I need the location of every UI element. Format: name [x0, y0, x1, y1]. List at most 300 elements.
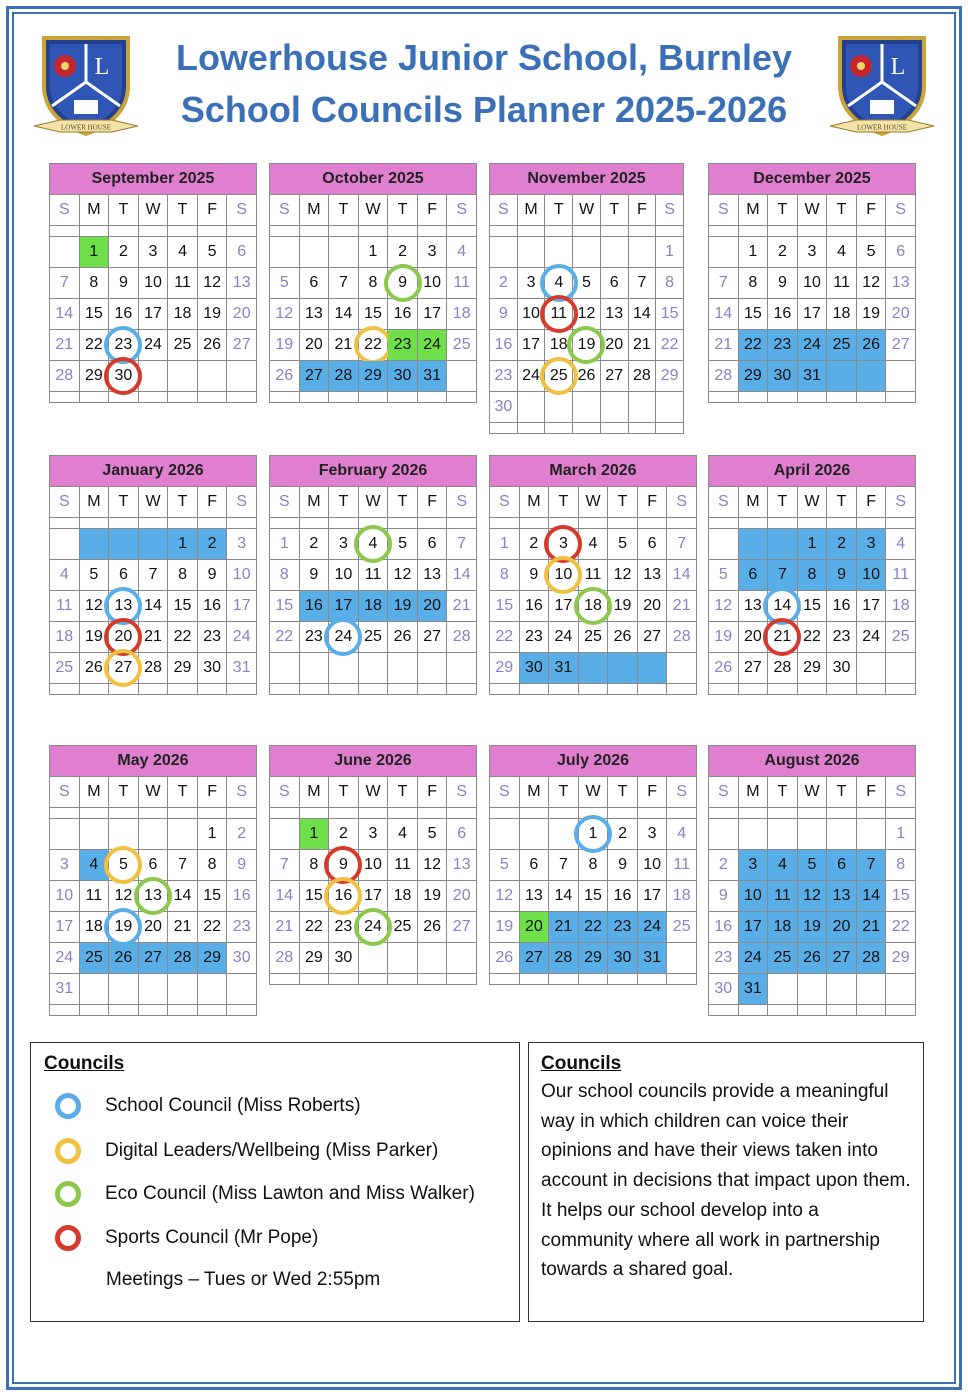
legend-heading: Councils [44, 1053, 125, 1074]
day-cell: 25 [886, 622, 916, 653]
day-cell: 20 [638, 591, 668, 622]
day-cell: 14 [857, 881, 887, 912]
spacer-cell [886, 808, 916, 819]
day-cell: 19 [109, 912, 139, 943]
empty-cell [50, 529, 80, 560]
spacer-cell [168, 1005, 198, 1016]
day-cell: 7 [50, 268, 80, 299]
weekday-header: S [886, 487, 916, 518]
spacer-cell [520, 808, 550, 819]
weekday-header: T [388, 777, 418, 808]
day-cell: 25 [545, 361, 573, 392]
day-cell: 12 [388, 560, 418, 591]
spacer-cell [608, 974, 638, 985]
day-cell: 18 [579, 591, 609, 622]
spacer-cell [768, 684, 798, 695]
day-cell: 18 [827, 299, 857, 330]
spacer-cell [50, 1005, 80, 1016]
day-cell: 30 [827, 653, 857, 684]
weekday-header: S [709, 777, 739, 808]
spacer-cell [447, 974, 477, 985]
spacer-cell [359, 226, 389, 237]
spacer-cell [270, 518, 300, 529]
month-days-grid [49, 487, 257, 695]
about-text: Our school councils provide a meaningful way in which children can voice their opinions and have their views taken into account in decisions that impact upon them. It helps our school develop into a community where all work in partnership towards a shared goal. [541, 1081, 911, 1281]
weekday-header: T [608, 487, 638, 518]
spacer-cell [798, 1005, 828, 1016]
weekday-header: F [857, 777, 887, 808]
spacer-cell [827, 684, 857, 695]
day-cell: 1 [798, 529, 828, 560]
weekday-header: F [857, 487, 887, 518]
month-calendar [708, 163, 916, 403]
spacer-cell [886, 1005, 916, 1016]
day-cell: 17 [518, 330, 546, 361]
day-cell: 17 [50, 912, 80, 943]
day-cell: 28 [329, 361, 359, 392]
spacer-cell [709, 808, 739, 819]
month-title: June 2026 [269, 745, 477, 777]
day-cell: 12 [709, 591, 739, 622]
day-cell: 20 [886, 299, 916, 330]
legend-item-school-council: School Council (Miss Roberts) [31, 1093, 361, 1119]
spacer-cell [80, 226, 110, 237]
day-cell: 27 [520, 943, 550, 974]
day-cell: 12 [798, 881, 828, 912]
spacer-cell [656, 423, 684, 434]
day-cell: 13 [886, 268, 916, 299]
weekday-header: T [608, 777, 638, 808]
spacer-cell [447, 518, 477, 529]
spacer-cell [886, 392, 916, 403]
empty-cell [629, 392, 657, 423]
empty-cell [857, 819, 887, 850]
spacer-cell [857, 684, 887, 695]
day-cell: 29 [798, 653, 828, 684]
weekday-header: S [270, 487, 300, 518]
day-cell: 19 [198, 299, 228, 330]
weekday-header: S [886, 195, 916, 226]
weekday-header: S [447, 195, 477, 226]
weekday-header: F [418, 777, 448, 808]
day-cell: 8 [80, 268, 110, 299]
day-cell: 15 [656, 299, 684, 330]
day-cell: 25 [80, 943, 110, 974]
day-cell: 15 [270, 591, 300, 622]
day-cell: 30 [198, 653, 228, 684]
day-cell: 6 [109, 560, 139, 591]
spacer-cell [667, 808, 697, 819]
empty-cell [768, 529, 798, 560]
day-cell: 1 [168, 529, 198, 560]
empty-cell [545, 392, 573, 423]
day-cell: 9 [227, 850, 257, 881]
day-cell: 25 [359, 622, 389, 653]
month-calendar [269, 745, 477, 985]
empty-cell [857, 974, 887, 1005]
empty-cell [857, 653, 887, 684]
day-cell: 7 [168, 850, 198, 881]
weekday-header: W [359, 777, 389, 808]
day-cell: 24 [798, 330, 828, 361]
month-title: November 2025 [489, 163, 684, 195]
spacer-cell [857, 1005, 887, 1016]
weekday-header: F [638, 487, 668, 518]
spacer-cell [168, 226, 198, 237]
weekday-header: W [139, 487, 169, 518]
day-cell: 2 [709, 850, 739, 881]
day-cell: 7 [667, 529, 697, 560]
spacer-cell [739, 684, 769, 695]
empty-cell [359, 653, 389, 684]
day-cell: 29 [80, 361, 110, 392]
spacer-cell [739, 518, 769, 529]
spacer-cell [227, 226, 257, 237]
day-cell: 22 [359, 330, 389, 361]
day-cell: 16 [300, 591, 330, 622]
day-cell: 14 [270, 881, 300, 912]
day-cell: 9 [109, 268, 139, 299]
weekday-header: T [109, 777, 139, 808]
day-cell: 1 [300, 819, 330, 850]
yellow-circle-icon [55, 1138, 81, 1164]
day-cell: 7 [447, 529, 477, 560]
day-cell: 9 [329, 850, 359, 881]
day-cell: 18 [768, 912, 798, 943]
day-cell: 6 [139, 850, 169, 881]
day-cell: 15 [579, 881, 609, 912]
day-cell: 27 [139, 943, 169, 974]
spacer-cell [768, 518, 798, 529]
empty-cell [80, 974, 110, 1005]
day-cell: 24 [227, 622, 257, 653]
day-cell: 26 [388, 622, 418, 653]
day-cell: 25 [827, 330, 857, 361]
weekday-header: M [518, 195, 546, 226]
spacer-cell [50, 808, 80, 819]
day-cell: 28 [549, 943, 579, 974]
weekday-header: M [520, 487, 550, 518]
spacer-cell [109, 226, 139, 237]
weekday-header: T [827, 487, 857, 518]
day-cell: 12 [109, 881, 139, 912]
day-cell: 20 [447, 881, 477, 912]
day-cell: 11 [50, 591, 80, 622]
day-cell: 7 [139, 560, 169, 591]
empty-cell [168, 974, 198, 1005]
day-cell: 20 [739, 622, 769, 653]
day-cell: 15 [198, 881, 228, 912]
weekday-header: W [579, 487, 609, 518]
weekday-header: T [168, 777, 198, 808]
spacer-cell [198, 684, 228, 695]
day-cell: 29 [168, 653, 198, 684]
day-cell: 31 [227, 653, 257, 684]
day-cell: 23 [300, 622, 330, 653]
day-cell: 23 [329, 912, 359, 943]
day-cell: 5 [418, 819, 448, 850]
day-cell: 23 [388, 330, 418, 361]
empty-cell [139, 361, 169, 392]
day-cell: 7 [768, 560, 798, 591]
spacer-cell [768, 392, 798, 403]
spacer-cell [886, 226, 916, 237]
weekday-header: M [739, 777, 769, 808]
empty-cell [447, 653, 477, 684]
about-heading: Councils [541, 1053, 622, 1074]
day-cell: 8 [490, 560, 520, 591]
day-cell: 26 [418, 912, 448, 943]
day-cell: 1 [359, 237, 389, 268]
spacer-cell [447, 392, 477, 403]
day-cell: 4 [545, 268, 573, 299]
day-cell: 22 [798, 622, 828, 653]
weekday-header: S [490, 777, 520, 808]
day-cell: 1 [739, 237, 769, 268]
day-cell: 19 [270, 330, 300, 361]
spacer-cell [198, 518, 228, 529]
empty-cell [139, 819, 169, 850]
day-cell: 22 [579, 912, 609, 943]
spacer-cell [490, 226, 518, 237]
day-cell: 16 [827, 591, 857, 622]
month-title: October 2025 [269, 163, 477, 195]
spacer-cell [80, 808, 110, 819]
day-cell: 28 [270, 943, 300, 974]
day-cell: 23 [709, 943, 739, 974]
day-cell: 19 [709, 622, 739, 653]
day-cell: 9 [520, 560, 550, 591]
empty-cell [168, 361, 198, 392]
day-cell: 20 [139, 912, 169, 943]
day-cell: 10 [857, 560, 887, 591]
day-cell: 29 [198, 943, 228, 974]
day-cell: 10 [329, 560, 359, 591]
day-cell: 24 [739, 943, 769, 974]
spacer-cell [139, 808, 169, 819]
spacer-cell [827, 392, 857, 403]
day-cell: 5 [798, 850, 828, 881]
spacer-cell [739, 226, 769, 237]
day-cell: 14 [549, 881, 579, 912]
day-cell: 29 [359, 361, 389, 392]
day-cell: 11 [80, 881, 110, 912]
day-cell: 15 [80, 299, 110, 330]
spacer-cell [579, 518, 609, 529]
day-cell: 7 [857, 850, 887, 881]
spacer-cell [418, 808, 448, 819]
day-cell: 6 [638, 529, 668, 560]
empty-cell [768, 819, 798, 850]
month-title: March 2026 [489, 455, 697, 487]
day-cell: 28 [50, 361, 80, 392]
month-title: July 2026 [489, 745, 697, 777]
day-cell: 7 [549, 850, 579, 881]
empty-cell [798, 819, 828, 850]
spacer-cell [518, 423, 546, 434]
day-cell: 3 [50, 850, 80, 881]
day-cell: 9 [709, 881, 739, 912]
day-cell: 2 [388, 237, 418, 268]
day-cell: 7 [270, 850, 300, 881]
month-calendar [489, 745, 697, 985]
spacer-cell [490, 518, 520, 529]
day-cell: 22 [886, 912, 916, 943]
day-cell: 13 [447, 850, 477, 881]
day-cell: 19 [798, 912, 828, 943]
month-days-grid [708, 487, 916, 695]
day-cell: 1 [198, 819, 228, 850]
spacer-cell [490, 974, 520, 985]
spacer-cell [329, 974, 359, 985]
weekday-header: T [545, 195, 573, 226]
weekday-header: W [798, 487, 828, 518]
spacer-cell [518, 226, 546, 237]
day-cell: 2 [608, 819, 638, 850]
day-cell: 8 [168, 560, 198, 591]
day-cell: 6 [827, 850, 857, 881]
school-crest-left [30, 30, 142, 142]
month-title: December 2025 [708, 163, 916, 195]
day-cell: 7 [629, 268, 657, 299]
spacer-cell [300, 808, 330, 819]
day-cell: 6 [739, 560, 769, 591]
day-cell: 17 [638, 881, 668, 912]
day-cell: 1 [270, 529, 300, 560]
day-cell: 24 [518, 361, 546, 392]
day-cell: 29 [490, 653, 520, 684]
weekday-header: T [168, 487, 198, 518]
empty-cell [827, 819, 857, 850]
empty-cell [490, 819, 520, 850]
legend-box [30, 1042, 520, 1322]
day-cell: 23 [198, 622, 228, 653]
day-cell: 21 [50, 330, 80, 361]
day-cell: 6 [418, 529, 448, 560]
day-cell: 6 [447, 819, 477, 850]
day-cell: 4 [768, 850, 798, 881]
spacer-cell [388, 684, 418, 695]
day-cell: 11 [168, 268, 198, 299]
weekday-header: F [198, 777, 228, 808]
day-cell: 5 [109, 850, 139, 881]
day-cell: 3 [518, 268, 546, 299]
day-cell: 23 [490, 361, 518, 392]
day-cell: 26 [198, 330, 228, 361]
empty-cell [667, 943, 697, 974]
spacer-cell [359, 684, 389, 695]
month-days-grid [269, 195, 477, 403]
spacer-cell [579, 684, 609, 695]
weekday-header: M [80, 195, 110, 226]
weekday-header: M [520, 777, 550, 808]
spacer-cell [798, 226, 828, 237]
weekday-header: T [388, 195, 418, 226]
spacer-cell [139, 518, 169, 529]
day-cell: 13 [300, 299, 330, 330]
empty-cell [573, 237, 601, 268]
spacer-cell [709, 226, 739, 237]
empty-cell [739, 819, 769, 850]
day-cell: 21 [168, 912, 198, 943]
empty-cell [168, 819, 198, 850]
spacer-cell [168, 392, 198, 403]
day-cell: 21 [270, 912, 300, 943]
spacer-cell [638, 518, 668, 529]
day-cell: 14 [709, 299, 739, 330]
day-cell: 12 [608, 560, 638, 591]
empty-cell [601, 237, 629, 268]
weekday-header: W [359, 487, 389, 518]
empty-cell [447, 361, 477, 392]
weekday-header: S [227, 487, 257, 518]
day-cell: 16 [198, 591, 228, 622]
day-cell: 21 [709, 330, 739, 361]
day-cell: 5 [198, 237, 228, 268]
day-cell: 4 [80, 850, 110, 881]
day-cell: 11 [886, 560, 916, 591]
weekday-header: M [739, 195, 769, 226]
day-cell: 26 [270, 361, 300, 392]
spacer-cell [709, 1005, 739, 1016]
day-cell: 3 [418, 237, 448, 268]
day-cell: 10 [638, 850, 668, 881]
spacer-cell [139, 1005, 169, 1016]
empty-cell [418, 943, 448, 974]
day-cell: 29 [300, 943, 330, 974]
spacer-cell [549, 974, 579, 985]
day-cell: 4 [168, 237, 198, 268]
month-title: May 2026 [49, 745, 257, 777]
day-cell: 7 [329, 268, 359, 299]
spacer-cell [227, 808, 257, 819]
day-cell: 26 [798, 943, 828, 974]
day-cell: 15 [886, 881, 916, 912]
day-cell: 10 [518, 299, 546, 330]
weekday-header: S [447, 777, 477, 808]
weekday-header: S [50, 487, 80, 518]
spacer-cell [109, 518, 139, 529]
day-cell: 27 [109, 653, 139, 684]
empty-cell [50, 819, 80, 850]
spacer-cell [490, 808, 520, 819]
day-cell: 30 [608, 943, 638, 974]
day-cell: 29 [886, 943, 916, 974]
weekday-header: T [329, 777, 359, 808]
day-cell: 2 [227, 819, 257, 850]
spacer-cell [168, 684, 198, 695]
spacer-cell [388, 226, 418, 237]
day-cell: 30 [388, 361, 418, 392]
day-cell: 12 [80, 591, 110, 622]
day-cell: 30 [520, 653, 550, 684]
weekday-header: S [490, 487, 520, 518]
day-cell: 2 [490, 268, 518, 299]
day-cell: 13 [139, 881, 169, 912]
day-cell: 28 [857, 943, 887, 974]
spacer-cell [270, 974, 300, 985]
weekday-header: M [300, 487, 330, 518]
weekday-header: W [798, 777, 828, 808]
spacer-cell [300, 974, 330, 985]
day-cell: 27 [886, 330, 916, 361]
day-cell: 9 [827, 560, 857, 591]
day-cell: 23 [768, 330, 798, 361]
day-cell: 14 [447, 560, 477, 591]
day-cell: 18 [50, 622, 80, 653]
day-cell: 26 [857, 330, 887, 361]
spacer-cell [768, 1005, 798, 1016]
